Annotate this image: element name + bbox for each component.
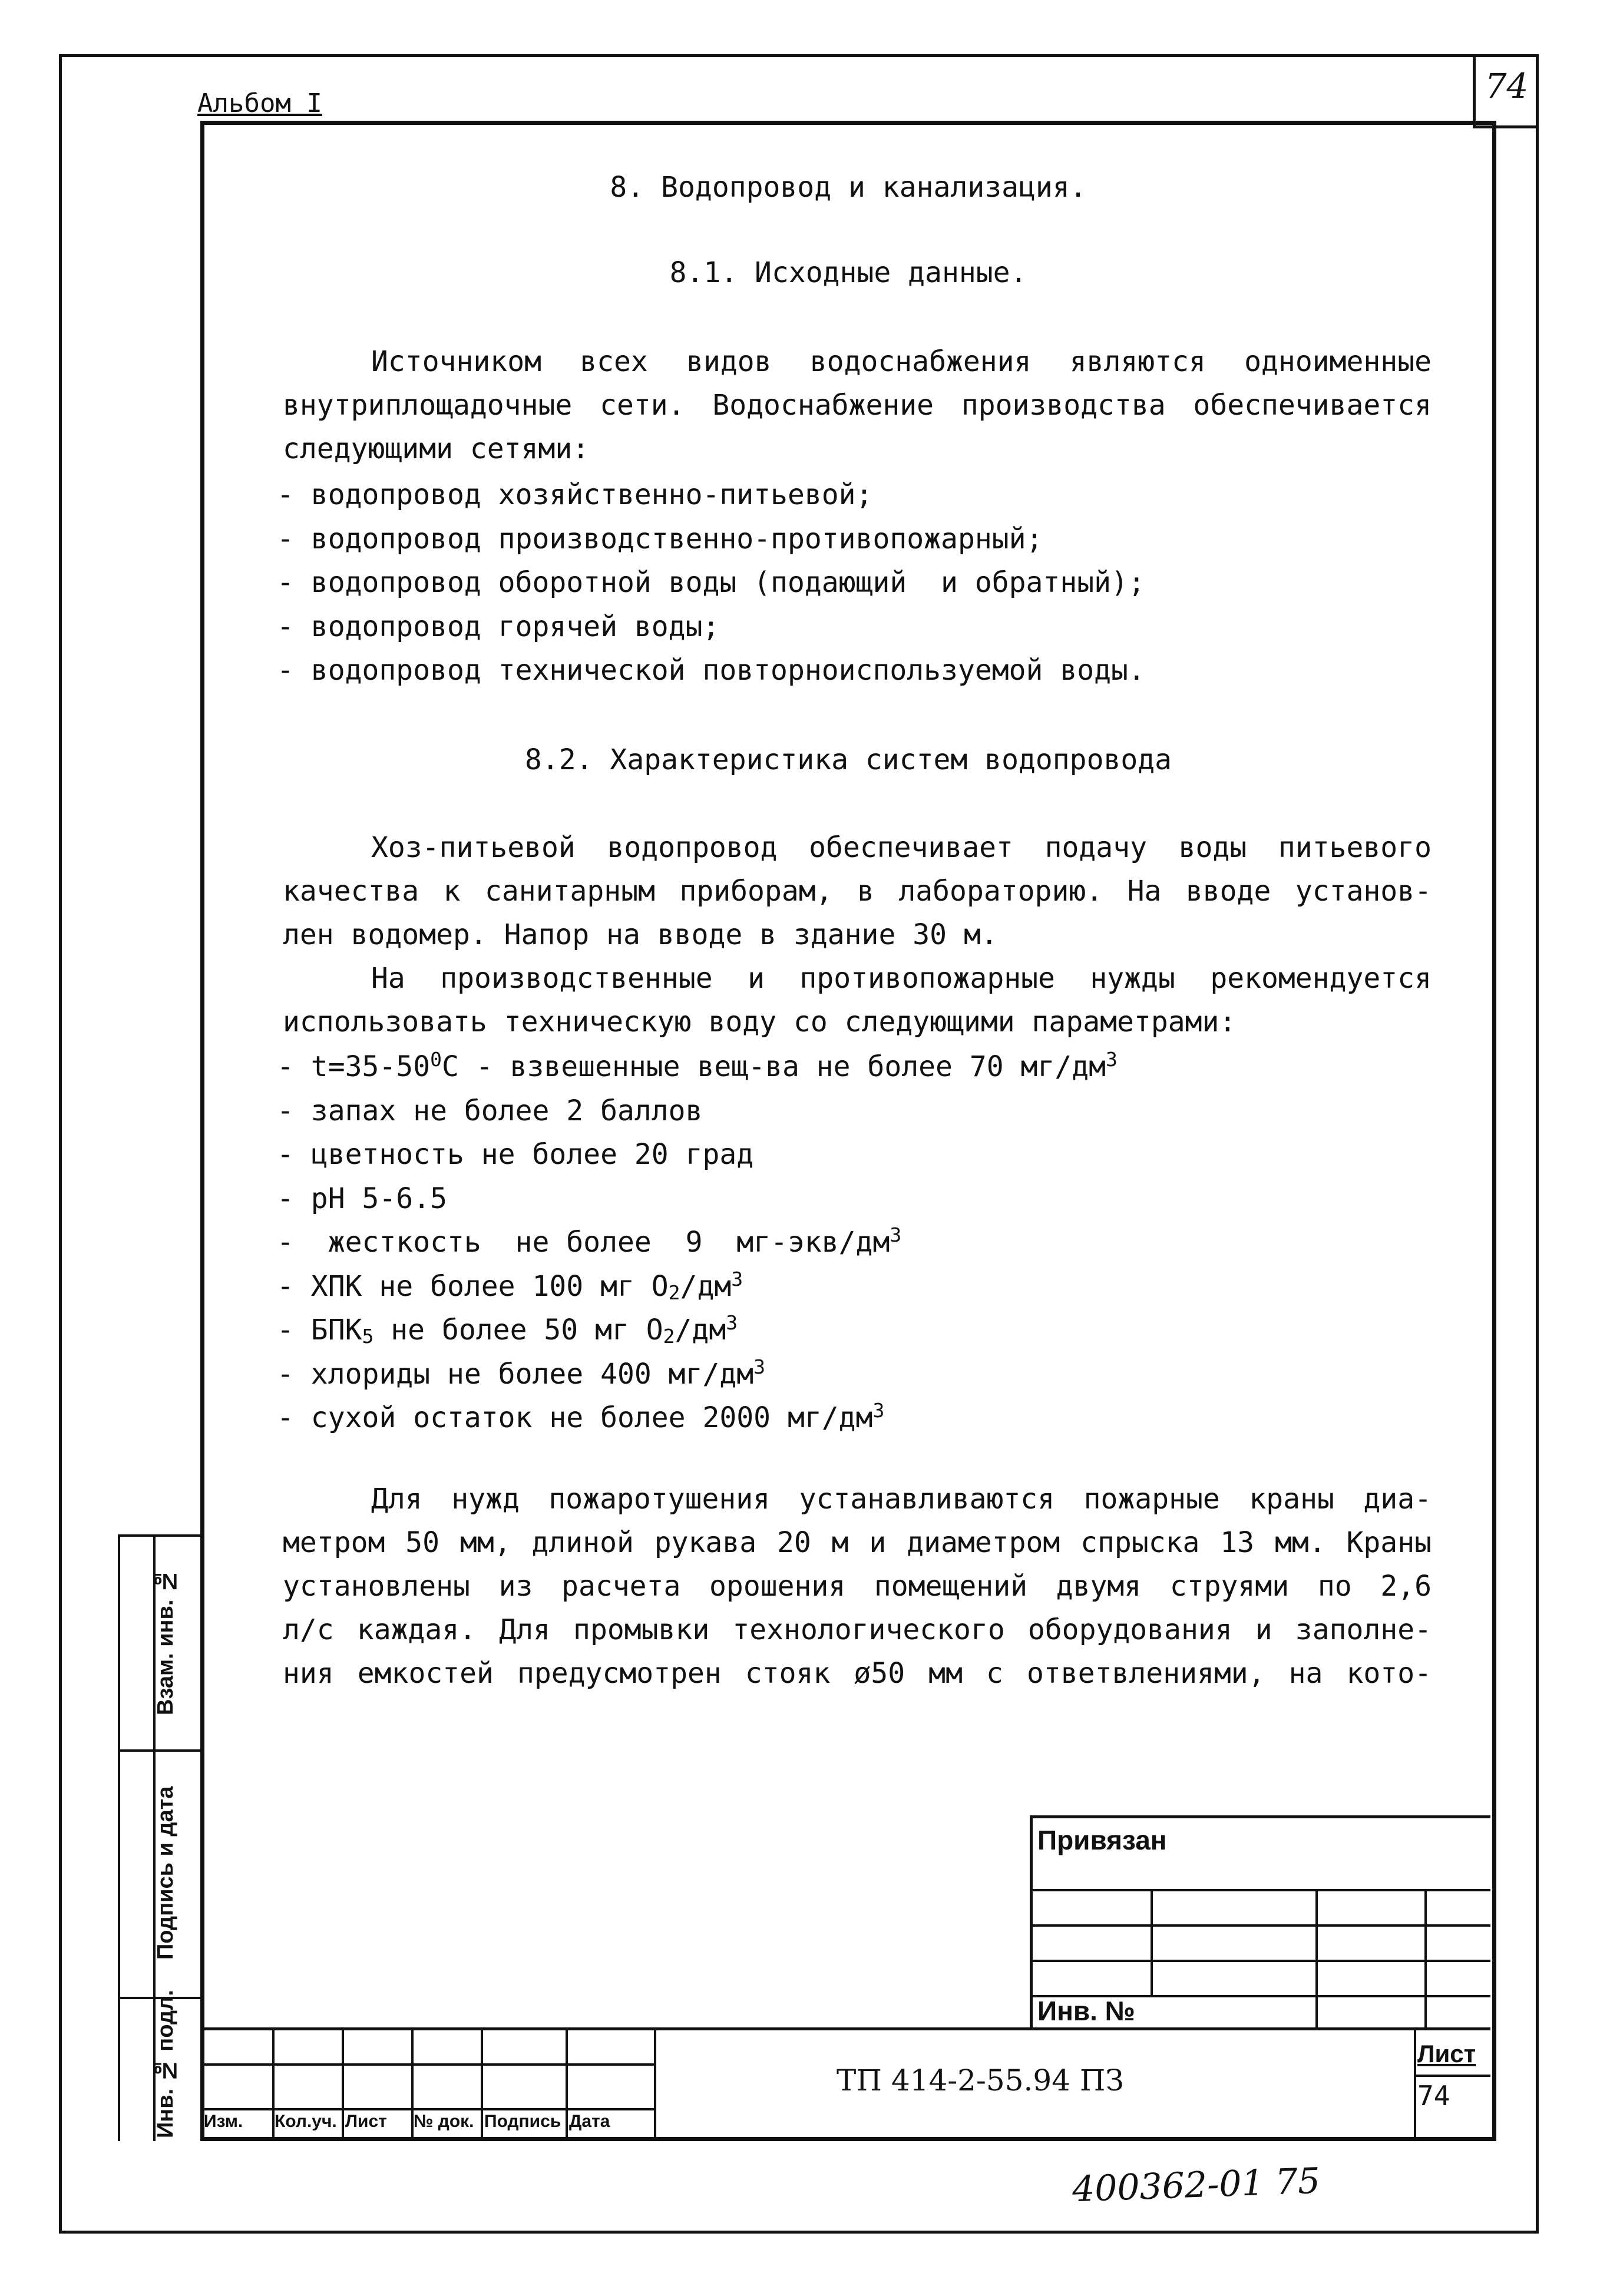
parameter-dry-residue: - сухой остаток не более 2000 $мг/дм^3$ xyxy=(277,1399,885,1434)
parameter-color: - цветность не более 20 град xyxy=(277,1138,754,1171)
parameter-chlorides: - хлориды не более 400 $мг/дм^3$ xyxy=(277,1355,766,1391)
potable-line: качества к санитарным приборам, в лабораторию. На вводе установ- xyxy=(283,875,1432,908)
parameter-cod: - ХПК не более 100 мг $О_2/дм^3$ xyxy=(277,1267,743,1304)
subsection-title-source-data: 8.1. Исходные данные. xyxy=(669,256,1027,289)
parameter-odor: - запах не более 2 баллов xyxy=(277,1094,703,1127)
col-label-signature: Подпись xyxy=(484,2112,561,2131)
potable-line: Хоз-питьевой водопровод обеспечивает подачу воды питьевого xyxy=(371,831,1432,864)
intro-line: внутриплощадочные сети. Водоснабжение производства обеспечивается xyxy=(283,389,1432,422)
col-label-change: Изм. xyxy=(204,2112,243,2131)
col-label-date: Дата xyxy=(569,2112,610,2131)
col-label-sheet: Лист xyxy=(345,2112,387,2131)
sheet-number: 74 xyxy=(1417,2080,1450,2112)
intro-paragraph xyxy=(283,340,1432,471)
technical-line: На производственные и противопожарные нужды рекомендуется xyxy=(371,962,1432,995)
fire-line: установлены из расчета орошения помещений двумя струями по 2,6 xyxy=(283,1570,1432,1603)
fire-line: Для нужд пожаротушения устанавливаются пожарные краны диа- xyxy=(371,1483,1432,1516)
side-label-signature-date: Подпись и дата xyxy=(153,1786,178,1960)
potable-line: лен водомер. Напор на вводе в здание 30 м. xyxy=(283,918,998,951)
list-item: - водопровод хозяйственно-питьевой; xyxy=(277,478,873,511)
fire-line: метром 50 мм, длиной рукава 20 м и диаметром спрыска 13 мм. Краны xyxy=(283,1526,1432,1559)
list-item: - водопровод технической повторноиспользуемой воды. xyxy=(277,654,1145,687)
handwritten-note: 400362-01 75 xyxy=(1071,2160,1321,2211)
binding-label: Привязан xyxy=(1037,1825,1167,1855)
col-label-count: Кол.уч. xyxy=(275,2112,337,2131)
parameter-bod: - $БПК_5$ не более 50 мг $О_2/дм^3$ xyxy=(277,1311,738,1348)
binding-stamp xyxy=(1030,1815,1490,2027)
side-stamp-strip xyxy=(59,1534,200,2141)
title-block xyxy=(200,2027,1490,2137)
album-label: Альбом I xyxy=(197,88,322,118)
sheet-corner-number: 74 xyxy=(1485,66,1529,106)
side-label-replaced-inventory: Взам. инв. № xyxy=(153,1569,178,1715)
fire-fighting-paragraph xyxy=(283,1477,1432,1695)
technical-line: использовать техническую воду со следующими параметрами: xyxy=(283,1005,1237,1038)
inventory-label: Инв. № xyxy=(1037,1996,1135,2026)
parameter-hardness: - жесткость не более 9 $мг-экв/дм^3$ xyxy=(277,1223,902,1259)
networks-list xyxy=(277,473,1443,693)
sheet-label: Лист xyxy=(1417,2040,1476,2067)
document-code: ТП 414-2-55.94 ПЗ xyxy=(837,2063,1124,2098)
list-item: - водопровод производственно-противопожарный; xyxy=(277,522,1043,555)
section-title: 8. Водопровод и канализация. xyxy=(610,171,1087,204)
intro-line: Источником всех видов водоснабжения являются одноименные xyxy=(371,345,1432,378)
list-item: - водопровод горячей воды; xyxy=(277,610,720,643)
intro-line: следующими сетями: xyxy=(283,432,590,465)
potable-water-paragraph xyxy=(283,826,1432,1044)
fire-line: ния емкостей предусмотрен стояк ø50 мм с ответвлениями, на кото- xyxy=(283,1657,1432,1690)
side-label-inventory-original: Инв. № подл. xyxy=(153,1990,178,2138)
col-label-doc-number: № док. xyxy=(414,2112,474,2131)
parameter-temperature: - $t=35-50^0С$ - взвешенные вещ-ва не более 70 $мг/дм^3$ xyxy=(277,1048,1118,1083)
subsection-title-systems: 8.2. Характеристика систем водопровода xyxy=(524,743,1172,776)
list-item: - водопровод оборотной воды (подающий и обратный); xyxy=(277,566,1145,599)
fire-line: л/с каждая. Для промывки технологического оборудования и заполне- xyxy=(283,1613,1432,1646)
parameters-list xyxy=(277,1045,1443,1440)
parameter-ph: - рН 5-6.5 xyxy=(277,1182,447,1215)
